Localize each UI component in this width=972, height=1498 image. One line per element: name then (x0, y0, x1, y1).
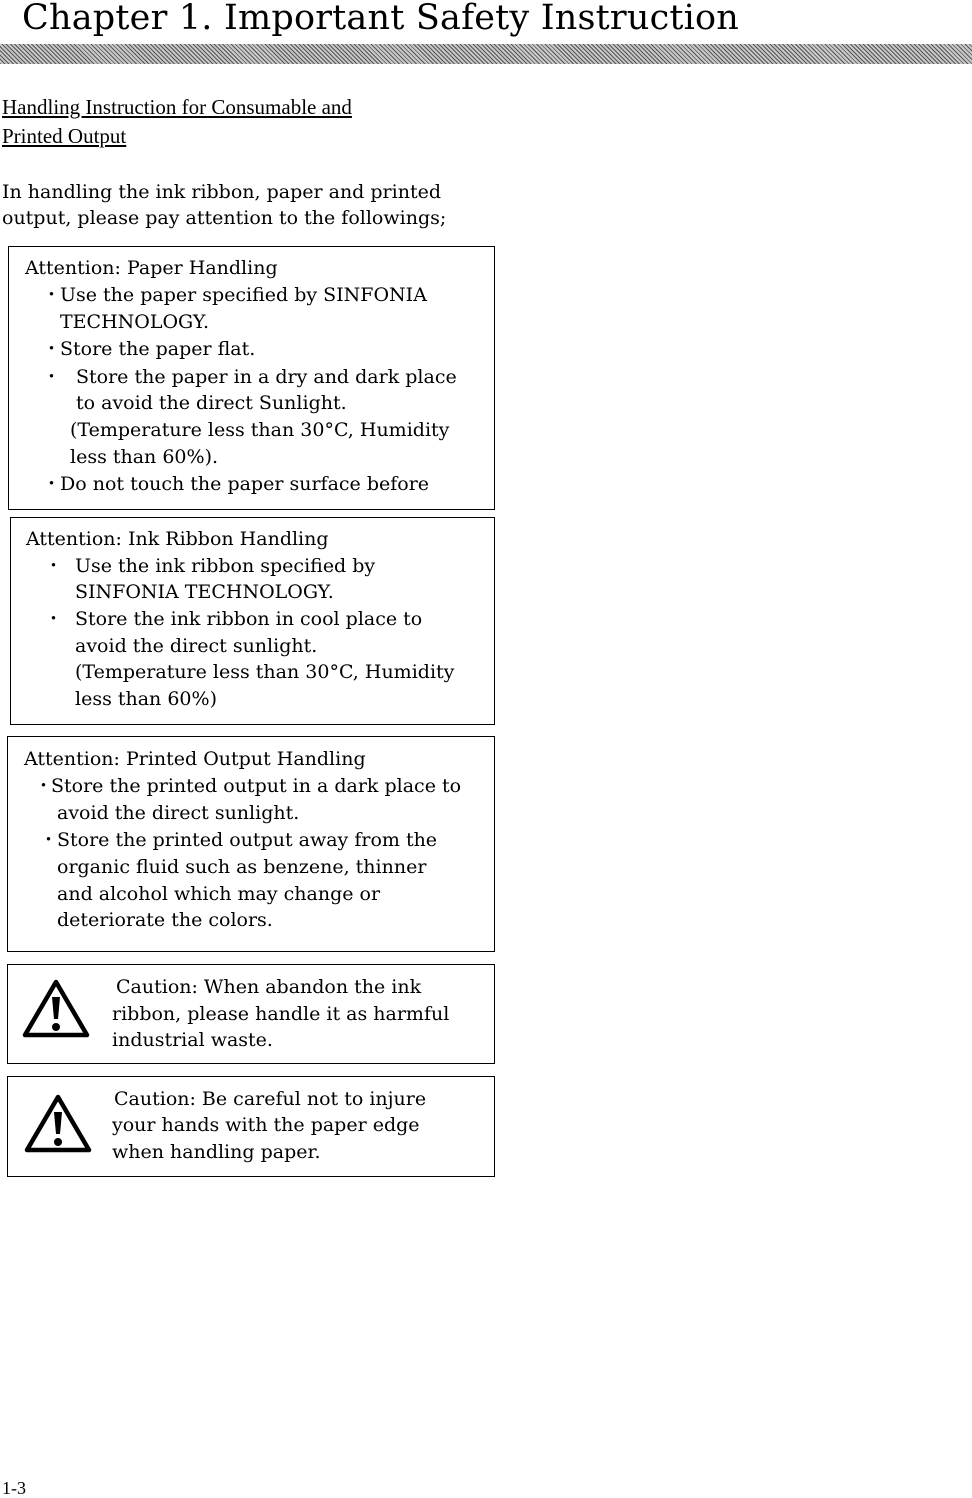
paper-handling-line: less than 60%). (70, 446, 219, 468)
ink-ribbon-handling-line: (Temperature less than 30°C, Humidity (75, 661, 455, 683)
intro-line: output, please pay attention to the followings; (2, 207, 447, 229)
paper-handling-line: TECHNOLOGY. (60, 311, 210, 333)
title-hatched-rule (0, 44, 972, 64)
paper-handling-line: Store the paper flat. (60, 338, 256, 360)
intro-paragraph (2, 179, 446, 231)
caution-waste-line: Caution: When abandon the ink (116, 976, 422, 998)
bullet-mark: ・ (42, 284, 62, 306)
section-heading-line: Handling Instruction for Consumable and (2, 95, 352, 119)
printed-output-handling-title: Attention: Printed Output Handling (24, 748, 366, 770)
printed-output-handling-line: Store the printed output away from the (57, 829, 438, 851)
caution-paper-edge-line: Caution: Be careful not to injure (114, 1088, 427, 1110)
printed-output-handling-line: deteriorate the colors. (57, 909, 273, 931)
ink-ribbon-handling-line: less than 60%) (75, 688, 217, 710)
warning-triangle-icon (20, 977, 92, 1039)
intro-line: In handling the ink ribbon, paper and printed (2, 181, 441, 203)
paper-handling-box (8, 246, 495, 510)
page-number: 1-3 (2, 1478, 26, 1498)
ink-ribbon-handling-line: SINFONIA TECHNOLOGY. (75, 581, 334, 603)
printed-output-handling-line: Store the printed output in a dark place to (51, 775, 462, 797)
chapter-title: Chapter 1. Important Safety Instruction (22, 0, 740, 38)
bullet-mark: ・ (39, 829, 59, 851)
section-heading (2, 93, 352, 151)
ink-ribbon-handling-box (10, 517, 495, 725)
ink-ribbon-handling-line: avoid the direct sunlight. (75, 635, 318, 657)
ink-ribbon-handling-line: Use the ink ribbon specified by (75, 555, 376, 577)
warning-triangle-icon (22, 1092, 94, 1154)
printed-output-handling-line: and alcohol which may change or (57, 883, 381, 905)
bullet-mark: ・ (44, 608, 64, 630)
bullet-mark: ・ (42, 473, 62, 495)
bullet-mark: ・ (42, 338, 62, 360)
paper-handling-line: (Temperature less than 30°C, Humidity (70, 419, 450, 441)
ink-ribbon-handling-title: Attention: Ink Ribbon Handling (26, 528, 329, 550)
paper-handling-line: Do not touch the paper surface before (60, 473, 430, 495)
caution-paper-edge-line: when handling paper. (112, 1141, 321, 1163)
printed-output-handling-line: avoid the direct sunlight. (57, 802, 300, 824)
paper-handling-line: Use the paper specified by SINFONIA (60, 284, 427, 306)
caution-waste-box (7, 964, 495, 1064)
paper-handling-line: Store the paper in a dry and dark place (76, 366, 457, 388)
section-heading-line: Printed Output (2, 124, 127, 148)
printed-output-handling-line: organic fluid such as benzene, thinner (57, 856, 427, 878)
bullet-mark: ・ (34, 775, 54, 797)
caution-paper-edge-line: your hands with the paper edge (112, 1114, 420, 1136)
bullet-mark: ・ (44, 555, 64, 577)
caution-paper-edge-box (7, 1076, 495, 1177)
printed-output-handling-box (7, 736, 495, 952)
bullet-mark: ・ (42, 366, 62, 388)
paper-handling-line: to avoid the direct Sunlight. (76, 392, 347, 414)
caution-waste-line: ribbon, please handle it as harmful (112, 1003, 450, 1025)
caution-waste-line: industrial waste. (112, 1029, 273, 1051)
ink-ribbon-handling-line: Store the ink ribbon in cool place to (75, 608, 423, 630)
paper-handling-title: Attention: Paper Handling (25, 257, 278, 279)
